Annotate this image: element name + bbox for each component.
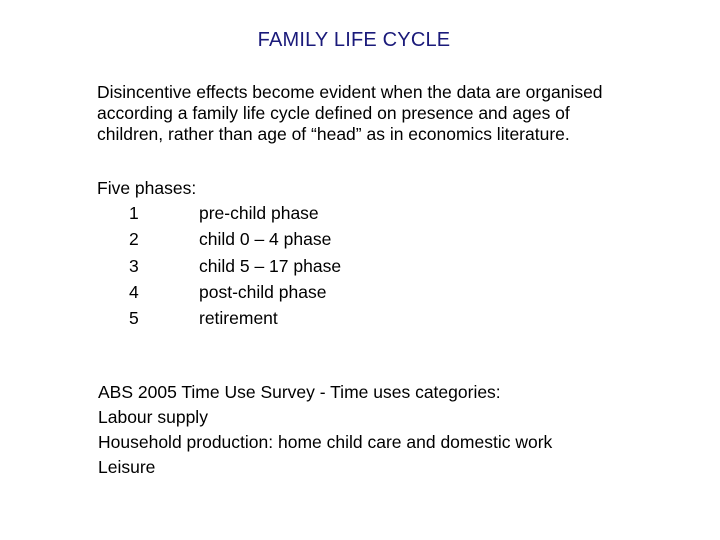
survey-item: Household production: home child care and domestic work	[98, 432, 553, 452]
survey-item: Labour supply	[98, 407, 208, 427]
phase-label: child 0 – 4 phase	[199, 229, 332, 249]
survey-item: Leisure	[98, 457, 156, 477]
phase-label: pre-child phase	[199, 203, 319, 223]
phase-number: 3	[129, 256, 139, 276]
phase-number: 4	[129, 282, 139, 302]
intro-paragraph	[97, 82, 707, 145]
phases-heading: Five phases:	[97, 178, 197, 198]
intro-line: Disincentive effects become evident when the data are organised	[97, 82, 603, 102]
survey-section	[98, 380, 552, 480]
phase-label: post-child phase	[199, 282, 327, 302]
phase-number: 1	[129, 203, 139, 223]
phase-label: retirement	[199, 308, 278, 328]
intro-line: according a family life cycle defined on presence and ages of	[97, 103, 570, 123]
phase-label: child 5 – 17 phase	[199, 256, 342, 276]
intro-line: children, rather than age of “head” as in economics literature.	[97, 124, 570, 144]
survey-heading: ABS 2005 Time Use Survey - Time uses categories:	[98, 382, 501, 402]
phase-number: 5	[129, 308, 139, 328]
phase-number: 2	[129, 229, 139, 249]
page-title: FAMILY LIFE CYCLE	[257, 29, 451, 51]
